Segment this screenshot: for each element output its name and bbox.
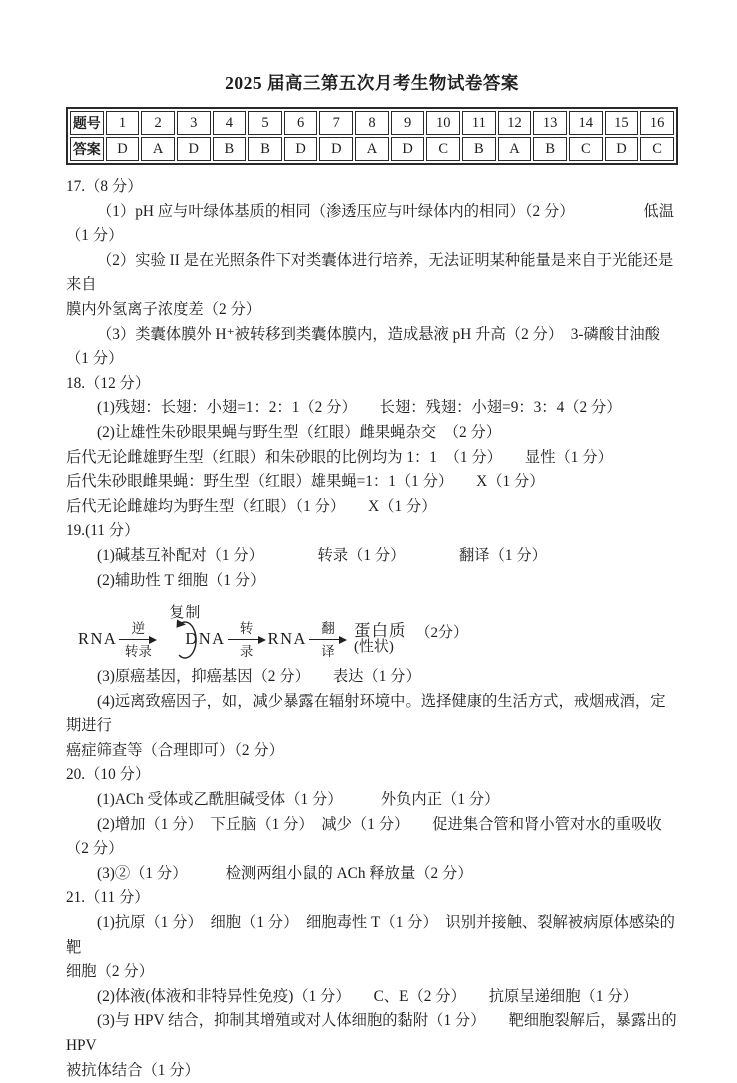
protein-node [354,622,407,656]
question-number-cell: 4 [213,111,247,135]
answer-cell: A [355,137,389,161]
arrow-label-top: 逆 [131,621,146,637]
arrow-shaft [119,636,157,644]
dna-node-wrap [169,605,226,649]
answer-line: (3)与 HPV 结合，抑制其增殖或对人体细胞的黏附（1 分） 靶细胞裂解后，暴露出的 HPV [66,1012,681,1054]
question-number-cell: 1 [106,111,140,135]
question-number-cell: 13 [533,111,567,135]
answer-line: 细胞（2 分） [66,963,154,981]
answer-cell: D [284,137,318,161]
arrow-shaft [309,636,347,644]
answer-cell: C [426,137,460,161]
answer-line: （2）实验 II 是在光照条件下对类囊体进行培养，无法证明某种能量是来自于光能还是来自 [66,251,674,294]
central-dogma-diagram [78,605,678,660]
arrow-shaft [228,636,266,644]
answer-row [70,137,674,161]
rna-node: RNA [267,629,307,649]
question-21-answers [66,886,681,1083]
arrow-label-bottom: 译 [321,644,335,660]
answer-cell: D [319,137,353,161]
question-19-answers [66,519,678,763]
dna-node: DNA [185,629,226,649]
question-number-cell: 8 [355,111,389,135]
answer-line: （3）类囊体膜外 H⁺被转移到类囊体膜内，造成悬液 pH 升高（2 分） 3-磷酸甘油酸（1 分） [66,325,661,368]
answer-line: 后代无论雌雄野生型（红眼）和朱砂眼的比例均为 1：1 （1 分） 显性（1 分） [66,448,613,466]
question-number-cell: 10 [426,111,460,135]
question-18-answers [66,372,678,520]
trait-label: (性状) [353,639,394,656]
protein-label: 蛋白质 [353,621,407,641]
answer-line: (1)残翅：长翅：小翅=1：2：1（2 分） 长翅：残翅：小翅=9：3：4（2 分） [97,399,622,417]
answer-line: 后代朱砂眼雌果蝇：野生型（红眼）雄果蝇=1：1（1 分） X（1 分） [66,473,545,491]
answer-cell: B [213,137,247,161]
answer-line: 膜内外氢离子浓度差（2 分） [66,300,262,318]
question-number-cell: 5 [248,111,282,135]
question-heading: 18.（12 分） [66,374,151,392]
arrow-label-top: 转 [239,621,254,637]
question-number-cell: 15 [605,111,639,135]
question-number-cell: 9 [391,111,425,135]
answer-line: (2)增加（1 分） 下丘脑（1 分） 减少（1 分） 促进集合管和肾小管对水的重吸收（2 分） [66,815,662,858]
question-17-answers [66,175,678,372]
question-number-cell: 11 [462,111,496,135]
answer-line: 后代无论雌雄均为野生型（红眼）（1 分） X（1 分） [66,497,437,515]
answer-line: (1)碱基互补配对（1 分） 转录（1 分） 翻译（1 分） [97,546,547,564]
question-number-row [70,111,674,135]
answer-cell: C [640,137,674,161]
replication-loop-icon [158,616,188,662]
question-number-cell: 16 [640,111,674,135]
answer-cell: D [391,137,425,161]
question-number-cell: 7 [319,111,353,135]
answer-cell: D [605,137,639,161]
answer-cell: B [462,137,496,161]
diagram-score: （2分） [415,624,468,641]
answer-cell: A [141,137,175,161]
answer-line: (1)抗原（1 分） 细胞（1 分） 细胞毒性 T（1 分） 识别并接触、裂解被病原体感染的靶 [66,914,675,956]
answer-cell: B [533,137,567,161]
transcription-arrow [228,622,266,658]
translation-arrow [309,622,347,658]
question-number-cell: 14 [569,111,603,135]
answer-line: (2)体液(体液和非特异性免疫)（1 分） C、E（2 分） 抗原呈递细胞（1 分） [97,987,638,1005]
question-20-answers [66,763,678,886]
answer-line: (3)原癌基因，抑癌基因（2 分） 表达（1 分） [97,668,421,686]
arrow-label-top: 翻 [321,621,335,637]
answer-line: 被抗体结合（1 分） [66,1061,200,1079]
question-heading: 20.（10 分） [66,766,151,784]
answer-line: (1)ACh 受体或乙酰胆碱受体（1 分） 外负内正（1 分） [97,791,500,809]
question-header-cell: 题号 [70,111,104,135]
rna-node: RNA [78,629,118,649]
answer-line: (2)让雄性朱砂眼果蝇与野生型（红眼）雌果蝇杂交 （2 分） [97,423,502,441]
answer-line: (4)远离致癌因子，如，减少暴露在辐射环境中。选择健康的生活方式，戒烟戒酒，定期进行 [66,692,666,735]
answer-key-table [66,107,678,165]
arrow-label-bottom: 录 [239,644,254,660]
answer-line: (3)②（1 分） 检测两组小鼠的 ACh 释放量（2 分） [97,864,473,882]
question-number-cell: 2 [141,111,175,135]
answer-line: (2)辅助性 T 细胞（1 分） [97,571,266,589]
answer-cell: D [177,137,211,161]
answers-content [66,175,681,1083]
answer-cell: D [106,137,140,161]
answer-cell: A [498,137,532,161]
answer-cell: C [569,137,603,161]
answer-line: （1）pH 应与叶绿体基质的相同（渗透压应与叶绿体内的相同）（2 分） 低温（1 分） [66,202,675,245]
answer-header-cell: 答案 [70,137,104,161]
question-heading: 17.（8 分） [66,178,143,195]
question-number-cell: 3 [177,111,211,135]
question-number-cell: 12 [498,111,532,135]
question-heading: 21.（11 分） [66,889,150,907]
page-title: 2025 届高三第五次月考生物试卷答案 [225,73,519,93]
question-heading: 19.(11 分） [66,522,140,540]
replication-label: 复制 [169,605,202,622]
question-number-cell: 6 [284,111,318,135]
answer-cell: B [248,137,282,161]
reverse-transcription-arrow [119,622,157,658]
arrow-label-bottom: 转录 [124,644,152,660]
answer-line: 癌症筛查等（合理即可）（2 分） [66,741,284,759]
